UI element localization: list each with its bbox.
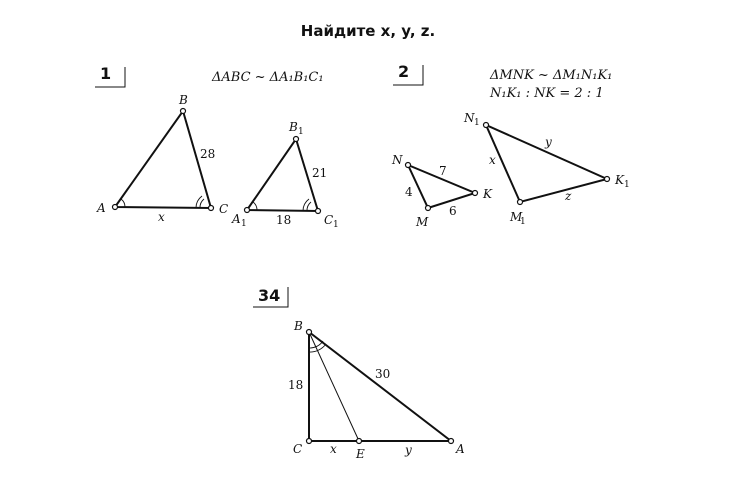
similarity-statement-1: ΔABC ~ ΔA₁B₁C₁ [212,70,324,85]
side-label-bc-34: 18 [288,378,304,392]
side-label-m1k1: z [565,189,572,203]
problem-number-2: 2 [398,62,410,81]
vertex-label-n: N [392,153,403,167]
page-title: Найдите x, y, z. [300,22,436,40]
side-label-n1m1: x [489,153,496,167]
number-bracket-34 [253,287,288,307]
side-label-ce-34: x [330,442,337,456]
vertex-label-a-34: A [456,442,465,456]
side-label-nm: 4 [405,185,413,199]
vertex-label-k: K [483,187,492,201]
side-label-n1k1: y [545,135,552,149]
vertex-subscript-n1: 1 [474,118,480,128]
side-label-bc: 28 [200,147,216,161]
side-label-nk: 7 [439,164,447,178]
vertex-label-b-34: B [294,319,303,333]
vertex-label-e-34: E [356,447,365,461]
vertex-subscript-k1: 1 [624,180,630,190]
triangle-abc [96,93,228,224]
vertex-label-b: B [179,93,188,107]
vertex-subscript-a1: 1 [241,219,247,229]
problem-number-34: 34 [258,286,281,305]
number-bracket-2 [393,65,423,85]
side-label-b1c1: 21 [312,166,328,180]
triangle-mnk [391,153,493,229]
vertex-label-a1: A [232,212,241,226]
number-bracket-1 [95,67,125,87]
triangle-bca [288,319,465,461]
vertex-label-c1: C [324,213,334,227]
vertex-label-k1: K [615,173,624,187]
problem-number-1: 1 [100,64,112,83]
vertex-label-n1: N [464,111,475,125]
angle-bisector-be [309,332,359,441]
vertex-label-c: C [219,202,229,216]
vertex-subscript-b1: 1 [298,127,304,137]
ratio-statement-2: N₁K₁ : NK = 2 : 1 [490,86,604,101]
vertex-subscript-m1: 1 [520,217,526,227]
triangle-m1n1k1 [463,111,630,227]
vertex-label-m: M [416,215,429,229]
side-label-ea-34: y [405,443,412,457]
triangle-a1b1c1 [231,120,339,230]
side-label-ba-34: 30 [375,367,391,381]
vertex-label-c-34: C [293,442,303,456]
side-label-a1c1: 18 [276,213,292,227]
vertex-label-m1: M [510,210,523,224]
vertex-label-a: A [97,201,106,215]
side-label-mk: 6 [449,204,457,218]
similarity-statement-2: ΔMNK ~ ΔM₁N₁K₁ [490,68,613,83]
side-label-ac: x [158,210,165,224]
vertex-label-b1: B [289,120,298,134]
vertex-subscript-c1: 1 [333,220,339,230]
